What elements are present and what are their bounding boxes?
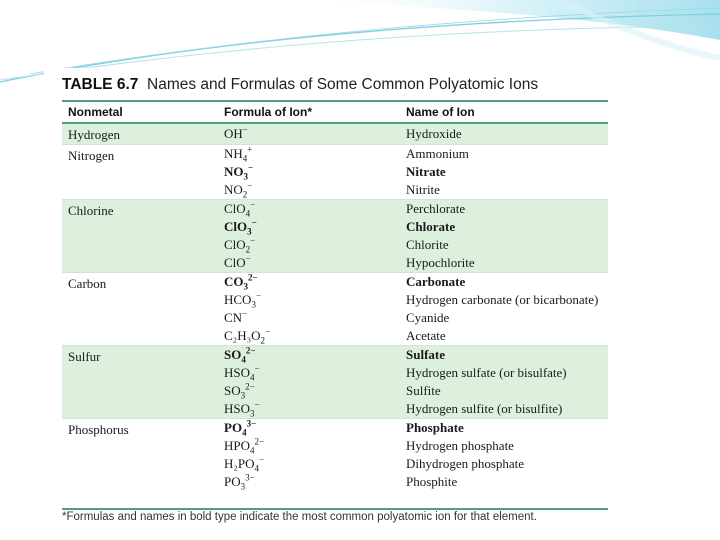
formula-subscript: 2	[242, 189, 248, 200]
ion-formula	[224, 455, 400, 473]
ion-name: Acetate	[406, 328, 446, 343]
formula-charge: 2−	[248, 272, 258, 283]
col-header-formula: Formula of Ion*	[218, 101, 400, 123]
ion-formula	[224, 473, 400, 491]
ion-name-cell	[400, 200, 608, 273]
formula-subscript: 3	[243, 171, 248, 182]
formula-charge: 2−	[245, 345, 256, 356]
ion-formula	[224, 124, 400, 144]
formula-base: SO	[224, 383, 241, 398]
formula-base: C₂H₃O	[224, 328, 261, 343]
formula-charge: −	[248, 162, 254, 173]
ion-name: Hydroxide	[406, 126, 462, 141]
ion-formula	[224, 218, 400, 236]
table-row	[62, 346, 608, 419]
formula-cell	[218, 200, 400, 273]
formula-charge: +	[247, 144, 253, 155]
table-row	[62, 419, 608, 492]
ion-name: Sulfate	[406, 347, 445, 362]
table-header-row	[62, 101, 608, 123]
ion-name: Perchlorate	[406, 201, 466, 216]
ion-formula	[224, 273, 400, 291]
table-number: TABLE 6.7	[62, 76, 139, 93]
table-bottom-rule	[62, 508, 608, 510]
ion-formula	[224, 181, 400, 199]
formula-base: OH	[224, 126, 243, 141]
formula-charge: −	[259, 454, 265, 465]
formula-subscript: 3	[247, 226, 252, 237]
nonmetal-cell: Hydrogen	[62, 123, 218, 145]
formula-base: CO	[224, 274, 244, 289]
formula-subscript: 4	[250, 372, 255, 383]
ion-name: Nitrate	[406, 164, 446, 179]
formula-charge: 2−	[245, 381, 255, 392]
formula-base: ClO	[224, 201, 246, 216]
ion-formula	[224, 309, 400, 327]
formula-subscript: 2	[245, 244, 251, 255]
ion-name: Hydrogen sulfite (or bisulfite)	[406, 401, 563, 416]
formula-subscript: 3	[240, 481, 246, 492]
formula-subscript: 4	[250, 445, 255, 456]
nonmetal-cell: Chlorine	[62, 200, 218, 273]
formula-base: HCO	[224, 292, 252, 307]
formula-cell	[218, 419, 400, 492]
col-header-name: Name of Ion	[400, 101, 608, 123]
ion-name: Nitrite	[406, 182, 440, 197]
ion-name: Cyanide	[406, 310, 450, 325]
ion-formula	[224, 327, 400, 345]
formula-subscript: 4	[242, 427, 247, 438]
ion-name-cell	[400, 123, 608, 145]
formula-charge: 3−	[245, 472, 255, 483]
formula-charge: −	[242, 124, 248, 135]
formula-base: CN	[224, 310, 243, 325]
formula-subscript: 4	[242, 153, 248, 164]
ion-formula	[224, 346, 400, 364]
ion-name: Hydrogen phosphate	[406, 438, 514, 453]
formula-base: NH	[224, 146, 243, 161]
ion-name: Chlorite	[406, 237, 449, 252]
formula-base: ClO	[224, 219, 248, 234]
ion-formula	[224, 236, 400, 254]
formula-base: ClO	[224, 237, 246, 252]
ion-formula	[224, 364, 400, 382]
formula-base: PO	[224, 420, 243, 435]
ion-name: Sulfite	[406, 383, 441, 398]
formula-charge: 2−	[254, 436, 265, 447]
formula-subscript: 3	[240, 390, 246, 401]
ion-name-cell	[400, 419, 608, 492]
ion-name: Hypochlorite	[406, 255, 475, 270]
ion-name: Hydrogen sulfate (or bisulfate)	[406, 365, 567, 380]
formula-charge: −	[255, 290, 262, 301]
table-footnote: *Formulas and names in bold type indicate the most common polyatomic ion for that element.	[62, 511, 537, 523]
ion-formula	[224, 254, 400, 272]
formula-base: HPO	[224, 438, 251, 453]
table-row	[62, 123, 608, 145]
formula-base: NO	[224, 182, 243, 197]
ion-name: Ammonium	[406, 146, 469, 161]
formula-cell	[218, 273, 400, 346]
table-title	[62, 76, 538, 94]
formula-subscript: 3	[251, 299, 256, 310]
ion-formula	[224, 291, 400, 309]
formula-subscript: 4	[254, 463, 260, 474]
formula-subscript: 4	[241, 354, 246, 365]
formula-base: SO	[224, 347, 242, 362]
formula-charge: −	[250, 199, 256, 210]
table-row	[62, 273, 608, 346]
ion-formula	[224, 382, 400, 400]
formula-base: ClO	[224, 255, 246, 270]
nonmetal-cell: Sulfur	[62, 346, 218, 419]
formula-cell	[218, 346, 400, 419]
ion-formula	[224, 145, 400, 163]
polyatomic-ions-table	[62, 100, 608, 491]
nonmetal-cell: Phosphorus	[68, 422, 129, 437]
ion-formula	[224, 400, 400, 418]
formula-subscript: 3	[250, 408, 255, 419]
ion-name: Phosphite	[406, 474, 458, 489]
ion-name: Phosphate	[406, 420, 464, 435]
ion-name-cell	[400, 346, 608, 419]
formula-charge: −	[254, 363, 260, 374]
ion-name: Chlorate	[406, 219, 456, 234]
ion-name-cell	[400, 145, 608, 200]
formula-cell	[218, 145, 400, 200]
formula-charge: 3−	[246, 418, 257, 429]
table-row	[62, 200, 608, 273]
formula-base: HSO	[224, 365, 251, 380]
formula-charge: −	[250, 235, 256, 246]
ion-name-cell	[400, 273, 608, 346]
ion-name: Hydrogen carbonate (or bicarbonate)	[406, 292, 599, 307]
formula-cell	[218, 123, 400, 145]
formula-charge: −	[242, 308, 248, 319]
ion-formula	[224, 200, 400, 218]
ion-formula	[224, 163, 400, 181]
col-header-nonmetal: Nonmetal	[62, 101, 218, 123]
ion-formula	[224, 419, 400, 437]
nonmetal-cell: Nitrogen	[62, 145, 218, 200]
ion-name: Carbonate	[406, 274, 466, 289]
formula-charge: −	[251, 217, 257, 228]
ion-name: Dihydrogen phosphate	[406, 456, 525, 471]
formula-subscript: 4	[245, 208, 251, 219]
formula-charge: −	[247, 180, 253, 191]
nonmetal-cell: Carbon	[62, 273, 218, 346]
formula-base: H₂PO	[224, 456, 255, 471]
ion-formula	[224, 437, 400, 455]
formula-charge: −	[265, 326, 271, 337]
formula-subscript: 2	[260, 335, 266, 346]
table-caption: Names and Formulas of Some Common Polyatomic Ions	[147, 76, 539, 93]
formula-base: PO	[224, 474, 241, 489]
formula-charge: −	[254, 399, 260, 410]
formula-base: HSO	[224, 401, 251, 416]
table-row	[62, 145, 608, 200]
formula-charge: −	[245, 253, 251, 264]
formula-subscript: 3	[243, 281, 248, 292]
formula-base: NO	[224, 164, 244, 179]
